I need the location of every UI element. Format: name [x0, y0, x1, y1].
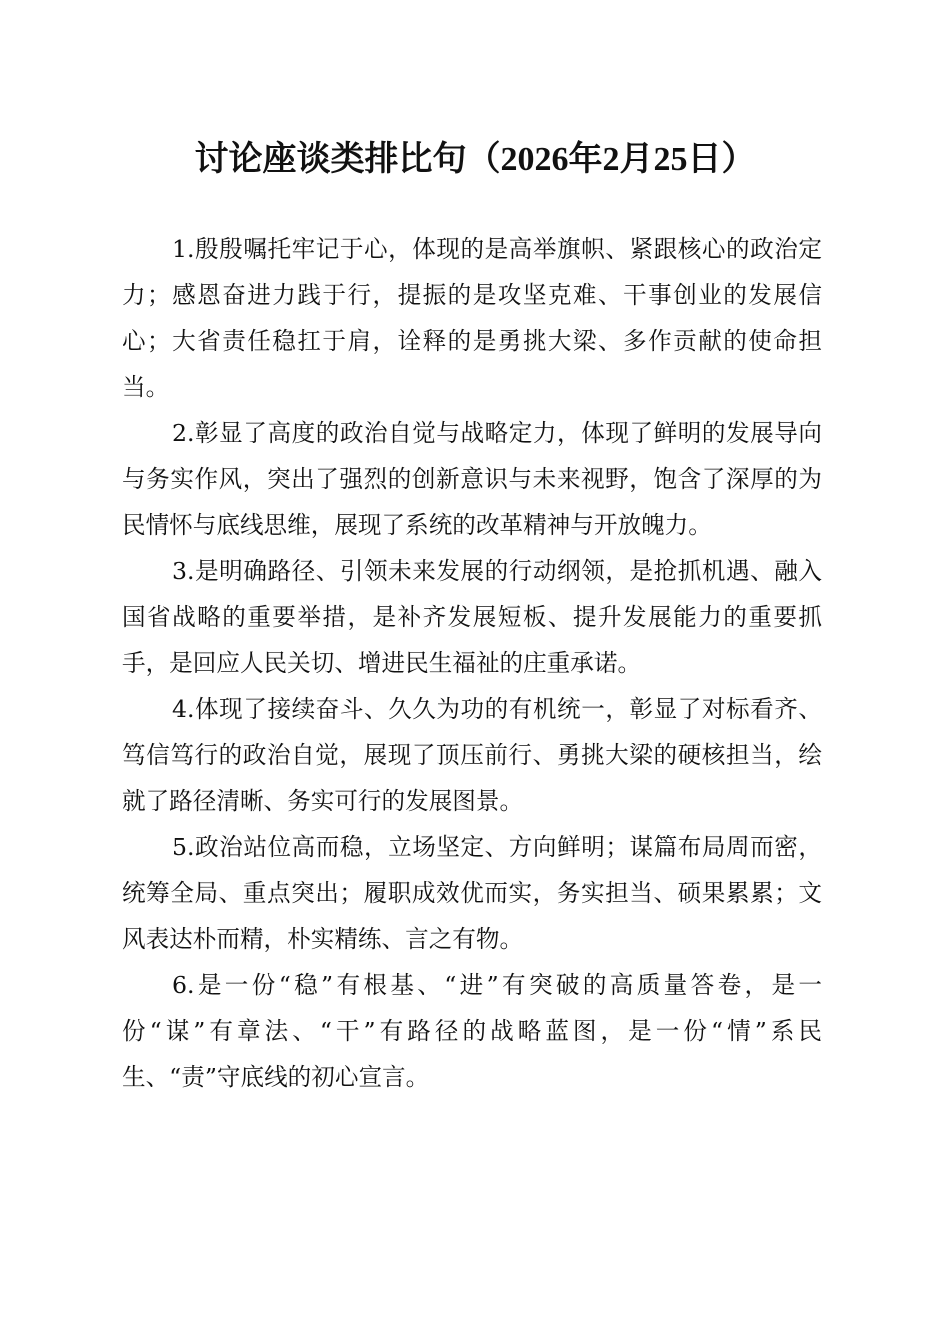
paragraph-3: 3.是明确路径、引领未来发展的行动纲领，是抢抓机遇、融入国省战略的重要举措，是补齐发展短板、提升发展能力的重要抓手，是回应人民关切、增进民生福祉的庄重承诺。	[122, 557, 822, 677]
paragraph-6: 6.是一份“稳”有根基、“进”有突破的高质量答卷，是一份“谋”有章法、“干”有路径的战略蓝图，是一份“情”系民生、“责”守底线的初心宣言。	[122, 971, 822, 1091]
paragraph-1: 1.殷殷嘱托牢记于心，体现的是高举旗帜、紧跟核心的政治定力；感恩奋进力践于行，提振的是攻坚克难、干事创业的发展信心；大省责任稳扛于肩，诠释的是勇挑大梁、多作贡献的使命担当。	[122, 235, 822, 401]
paragraph-5: 5.政治站位高而稳，立场坚定、方向鲜明；谋篇布局周而密，统筹全局、重点突出；履职成效优而实，务实担当、硕果累累；文风表达朴而精，朴实精练、言之有物。	[122, 833, 822, 953]
document-title: 讨论座谈类排比句（2026年2月25日）	[194, 141, 756, 178]
paragraph-2: 2.彰显了高度的政治自觉与战略定力，体现了鲜明的发展导向与务实作风，突出了强烈的创新意识与未来视野，饱含了深厚的为民情怀与底线思维，展现了系统的改革精神与开放魄力。	[122, 419, 822, 539]
paragraph-4: 4.体现了接续奋斗、久久为功的有机统一，彰显了对标看齐、笃信笃行的政治自觉，展现了顶压前行、勇挑大梁的硬核担当，绘就了路径清晰、务实可行的发展图景。	[122, 695, 822, 815]
document-body	[122, 226, 822, 1100]
